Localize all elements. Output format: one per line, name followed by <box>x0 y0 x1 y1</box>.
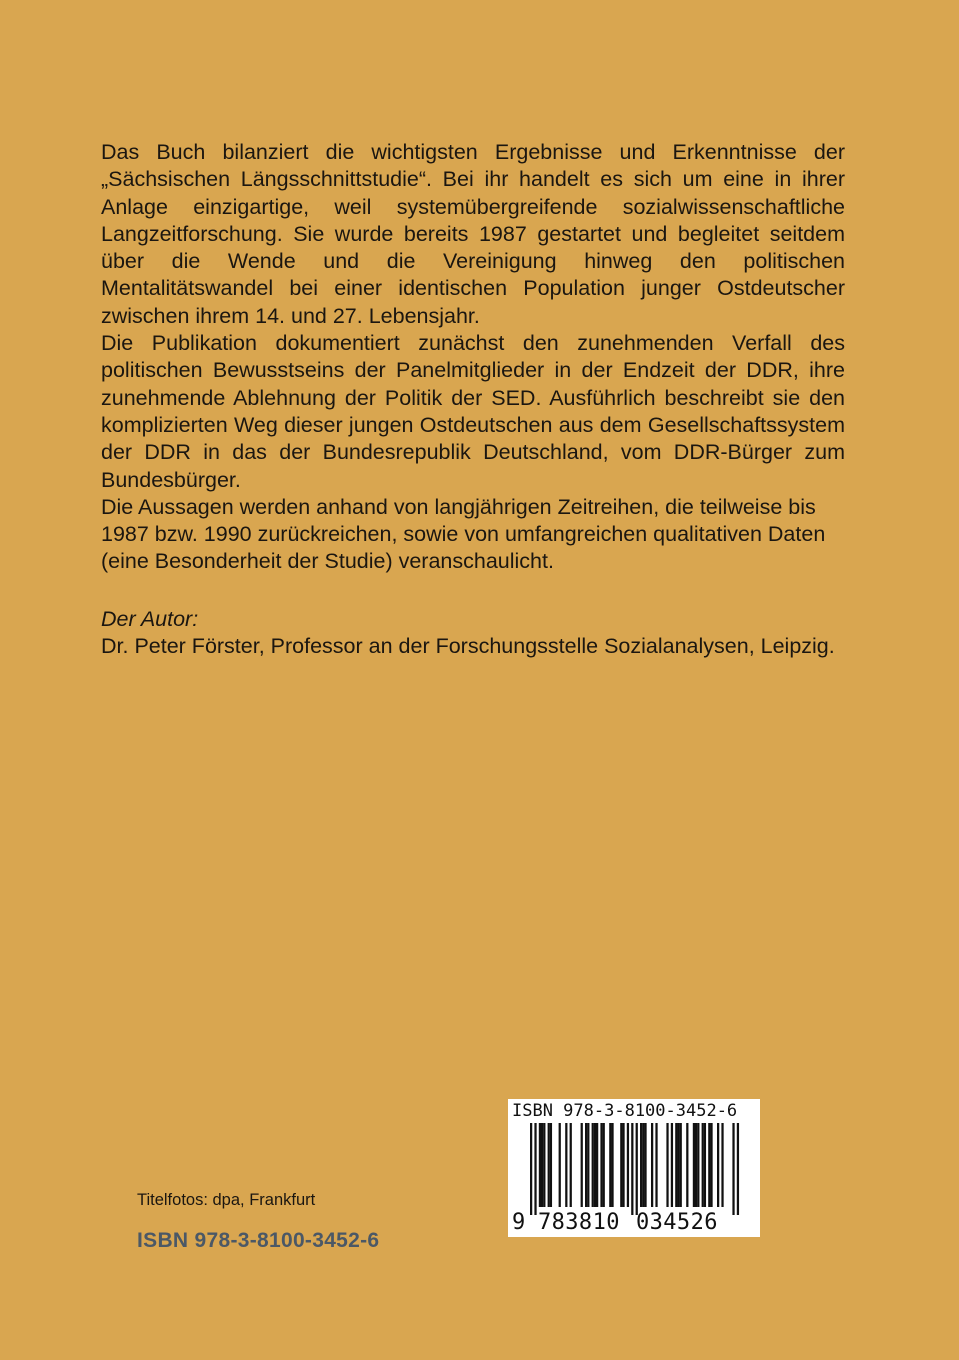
barcode-bar <box>717 1123 719 1207</box>
barcode-bar <box>680 1123 682 1207</box>
barcode-guard-bar <box>631 1123 633 1215</box>
barcode-guard-bar <box>732 1123 734 1215</box>
barcode <box>508 1099 760 1237</box>
barcode-isbn-text: ISBN 978-3-8100-3452-6 <box>512 1101 738 1121</box>
barcode-first-digit: 9 <box>512 1210 526 1235</box>
barcode-bar <box>548 1123 550 1207</box>
barcode-left-digits: 783810 <box>538 1210 620 1235</box>
barcode-bar <box>675 1123 677 1207</box>
barcode-right-digits: 034526 <box>636 1210 718 1235</box>
barcode-bar <box>627 1123 629 1207</box>
barcode-bar <box>697 1123 699 1207</box>
barcode-bar <box>640 1123 642 1207</box>
barcode-bar <box>587 1123 589 1207</box>
barcode-guard-bar <box>636 1123 638 1215</box>
barcode-bar <box>693 1123 695 1207</box>
photo-credit: Titelfotos: dpa, Frankfurt <box>137 1191 316 1209</box>
barcode-bar <box>600 1123 602 1207</box>
author-heading: Der Autor: <box>101 607 199 631</box>
barcode-bar <box>543 1123 545 1207</box>
barcode-bar <box>596 1123 598 1207</box>
barcode-guard-bar <box>737 1123 739 1215</box>
barcode-bar <box>655 1123 657 1207</box>
blurb-paragraph-1: Das Buch bilanziert die wichtigsten Ergebnisse und Erkenntnisse der „Sächsischen Längsschnittstudie“. Bei ihr handelt es sich um eine in ihrer Anlage einzigartige, weil systemübergreifende sozialwissenschaftliche Langzeitforschung. Sie wurde bereits 1987 gestartet und begleitet seitdem über die Wende und die Vereinigung hinweg den politischen Mentalitätswandel bei einer identischen Population junger Ostdeutscher zwischen ihrem 14. und 27. Lebensjahr. <box>101 140 845 328</box>
barcode-guard-bar <box>534 1123 536 1215</box>
barcode-bar <box>620 1123 622 1207</box>
barcode-bar <box>671 1123 673 1207</box>
barcode-bar <box>704 1123 706 1207</box>
barcode-guard-bar <box>530 1123 532 1215</box>
barcode-bar <box>710 1123 712 1207</box>
blurb-paragraph-3: Die Aussagen werden anhand von langjährigen Zeitreihen, die teilweise bis 1987 bzw. 1990 zurückreichen, sowie von umfangreichen qualitativen Daten (eine Besonderheit der Studie) veranschaulicht. <box>101 494 826 574</box>
barcode-bar <box>702 1123 704 1207</box>
author-description: Dr. Peter Förster, Professor an der Forschungsstelle Sozialanalysen, Leipzig. <box>101 634 835 659</box>
barcode-bar <box>708 1123 710 1207</box>
barcode-bar <box>539 1123 541 1207</box>
barcode-bar <box>644 1123 646 1207</box>
barcode-bar <box>651 1123 653 1207</box>
isbn-number: ISBN 978-3-8100-3452-6 <box>137 1229 380 1252</box>
barcode-bar <box>550 1123 552 1207</box>
barcode-bar <box>592 1123 594 1207</box>
barcode-bar <box>541 1123 543 1207</box>
barcode-bar <box>603 1123 605 1207</box>
barcode-bar <box>609 1123 611 1207</box>
author-section <box>101 606 901 661</box>
barcode-bar <box>686 1123 688 1207</box>
blurb-paragraph-2: Die Publikation dokumentiert zunächst den zunehmenden Verfall des politischen Bewusstseins der Panelmitglieder in der Endzeit der DDR, ihre zunehmende Ablehnung der Politik der SED. Ausführlich beschreibt sie den komplizierten Weg dieser jungen Ostdeutschen aus dem Gesellschaftssystem der DDR in das der Bundesrepublik Deutschland, vom DDR-Bürger zum Bundesbürger. <box>101 331 845 492</box>
barcode-bar <box>721 1123 723 1207</box>
barcode-bar <box>565 1123 567 1207</box>
barcode-bar <box>666 1123 668 1207</box>
barcode-bar <box>642 1123 644 1207</box>
barcode-bar <box>677 1123 679 1207</box>
barcode-bar <box>581 1123 583 1207</box>
barcode-bar <box>585 1123 587 1207</box>
barcode-bar <box>611 1123 613 1207</box>
barcode-bar <box>570 1123 572 1207</box>
barcode-bar <box>622 1123 624 1207</box>
barcode-bar <box>594 1123 596 1207</box>
barcode-bar <box>695 1123 697 1207</box>
blurb-text <box>101 139 845 576</box>
barcode-bar <box>559 1123 561 1207</box>
